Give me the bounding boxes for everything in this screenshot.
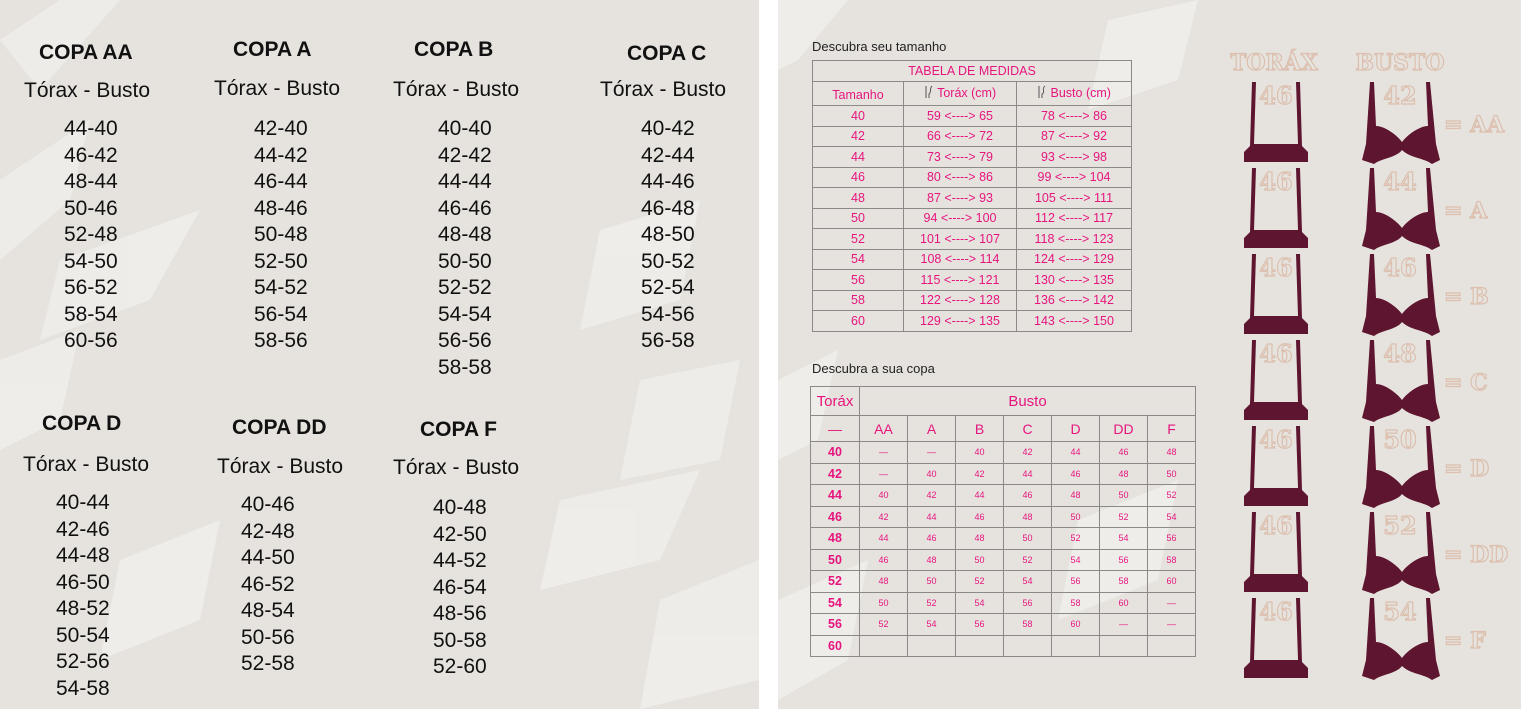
size-item: 40-42 xyxy=(641,117,695,140)
size-cell-torax: 122 <----> 128 xyxy=(904,290,1017,311)
size-item: 54-54 xyxy=(438,302,492,326)
cup-aa-subtitle: Tórax - Busto xyxy=(24,79,151,102)
busto-size-label: 52 xyxy=(1383,511,1417,540)
size-item: 48-50 xyxy=(641,223,695,246)
size-item: 40-40 xyxy=(438,117,492,140)
cup-result-label: = B xyxy=(1444,284,1489,310)
bust-icon xyxy=(1037,85,1047,102)
cup-f-title: COPA F xyxy=(420,418,497,441)
size-item: 50-52 xyxy=(641,249,695,273)
cup-result-label: = DD xyxy=(1444,542,1509,568)
size-item: 54-50 xyxy=(64,249,118,273)
busto-size-label: 42 xyxy=(1383,81,1417,110)
cup-d-sizes xyxy=(56,490,110,702)
size-cell-torax: 73 <----> 79 xyxy=(904,147,1017,168)
cup-cell: — xyxy=(860,463,908,485)
size-item: 44-52 xyxy=(433,549,487,572)
torax-row-label: 56 xyxy=(811,614,860,636)
cup-header-c: C xyxy=(1004,416,1052,442)
size-item: 42-46 xyxy=(56,517,110,541)
busto-size-label: 54 xyxy=(1383,597,1417,626)
cup-b-title: COPA B xyxy=(414,38,494,61)
cup-cell: 54 xyxy=(1148,506,1196,528)
torax-row-label: 44 xyxy=(811,485,860,507)
cup-aa-title: COPA AA xyxy=(39,41,133,64)
cup-cell: 46 xyxy=(1052,463,1100,485)
size-item: 46-52 xyxy=(241,572,295,596)
size-item: 50-56 xyxy=(241,625,295,649)
size-item: 50-50 xyxy=(438,249,492,273)
cup-b-sizes xyxy=(438,116,492,381)
cup-cell: 46 xyxy=(908,528,956,550)
size-cell-size: 52 xyxy=(813,229,904,250)
cup-cell: 42 xyxy=(1004,442,1052,464)
size-item: 56-56 xyxy=(438,329,492,352)
size-cell-busto: 143 <----> 150 xyxy=(1017,311,1132,332)
cup-cell: 58 xyxy=(1052,592,1100,614)
table-row xyxy=(811,592,1196,614)
size-item: 52-56 xyxy=(56,650,110,673)
size-item: 46-54 xyxy=(433,575,487,599)
size-cell-size: 60 xyxy=(813,311,904,332)
cup-cell: 50 xyxy=(956,549,1004,571)
cup-cell: 52 xyxy=(860,614,908,636)
cup-cell: 58 xyxy=(1100,571,1148,593)
busto-illustration-header: BUSTO xyxy=(1355,50,1445,76)
size-item: 50-46 xyxy=(64,196,118,220)
size-table-title: TABELA DE MEDIDAS xyxy=(813,61,1132,82)
cup-cell: 48 xyxy=(1052,485,1100,507)
cup-cell: — xyxy=(1100,614,1148,636)
size-item: 52-60 xyxy=(433,655,487,678)
cup-cell: 58 xyxy=(1148,549,1196,571)
size-item: 44-48 xyxy=(56,544,110,567)
cup-cell: — xyxy=(1148,592,1196,614)
cup-cell: 56 xyxy=(1100,549,1148,571)
cup-d-title: COPA D xyxy=(42,412,122,435)
cup-cell: 54 xyxy=(956,592,1004,614)
cup-cell: 46 xyxy=(1004,485,1052,507)
table-row xyxy=(811,571,1196,593)
size-item: 46-46 xyxy=(438,196,492,220)
cup-cell: 40 xyxy=(908,463,956,485)
cup-cell xyxy=(860,635,908,657)
cup-dd-title: COPA DD xyxy=(232,416,327,439)
cup-cell: 52 xyxy=(956,571,1004,593)
cup-aa-sizes xyxy=(64,116,118,355)
cup-cell: 60 xyxy=(1100,592,1148,614)
cup-cell: 56 xyxy=(956,614,1004,636)
torax-row-label: 46 xyxy=(811,506,860,528)
table-row xyxy=(813,208,1132,229)
size-item: 54-58 xyxy=(56,676,110,700)
size-item: 50-48 xyxy=(254,223,308,246)
busto-size-label: 44 xyxy=(1383,167,1417,196)
cup-finder-table xyxy=(810,386,1196,657)
cup-cell: 42 xyxy=(860,506,908,528)
bra-illustration xyxy=(1230,40,1521,700)
size-item: 52-54 xyxy=(641,276,695,299)
size-cell-busto: 99 <----> 104 xyxy=(1017,167,1132,188)
size-cell-busto: 118 <----> 123 xyxy=(1017,229,1132,250)
size-item: 54-56 xyxy=(641,302,695,326)
size-cell-busto: 93 <----> 98 xyxy=(1017,147,1132,168)
size-cell-torax: 94 <----> 100 xyxy=(904,208,1017,229)
size-item: 42-50 xyxy=(433,522,487,546)
background-ornament xyxy=(0,0,759,709)
cup-result-label: = D xyxy=(1444,456,1490,482)
table-row xyxy=(811,614,1196,636)
size-cell-torax: 115 <----> 121 xyxy=(904,270,1017,291)
torax-size-label: 46 xyxy=(1259,425,1293,454)
size-cell-busto: 130 <----> 135 xyxy=(1017,270,1132,291)
size-measurements-table xyxy=(812,60,1132,332)
cup-cell: 44 xyxy=(1052,442,1100,464)
dash-header: — xyxy=(811,416,860,442)
size-item: 48-46 xyxy=(254,196,308,220)
size-item: 44-42 xyxy=(254,143,308,167)
size-item: 48-52 xyxy=(56,597,110,620)
size-cell-busto: 87 <----> 92 xyxy=(1017,126,1132,147)
busto-size-label: 48 xyxy=(1383,339,1417,368)
size-item: 44-46 xyxy=(641,170,695,193)
size-cell-size: 40 xyxy=(813,106,904,127)
cup-cell: 54 xyxy=(1004,571,1052,593)
cup-cell: — xyxy=(860,442,908,464)
cup-header-a: A xyxy=(908,416,956,442)
size-item: 46-42 xyxy=(64,143,118,167)
size-cell-torax: 129 <----> 135 xyxy=(904,311,1017,332)
cup-d-subtitle: Tórax - Busto xyxy=(23,453,150,476)
torax-row-label: 50 xyxy=(811,549,860,571)
table-row xyxy=(811,485,1196,507)
cup-result-label: = A xyxy=(1444,198,1488,224)
table-row xyxy=(813,249,1132,270)
size-item: 58-56 xyxy=(254,329,308,352)
size-cell-size: 58 xyxy=(813,290,904,311)
torax-row-label: 60 xyxy=(811,635,860,657)
cup-cell: 52 xyxy=(1148,485,1196,507)
table-row xyxy=(813,270,1132,291)
size-item: 42-48 xyxy=(241,519,295,543)
cup-cell: 40 xyxy=(860,485,908,507)
torax-row-label: 48 xyxy=(811,528,860,550)
cup-cell xyxy=(908,635,956,657)
cup-cell: 52 xyxy=(1100,506,1148,528)
cup-cell: 54 xyxy=(908,614,956,636)
busto-column-header: Busto (cm) xyxy=(1017,81,1132,106)
size-cell-size: 56 xyxy=(813,270,904,291)
table-row xyxy=(813,229,1132,250)
cup-f-subtitle: Tórax - Busto xyxy=(393,456,520,479)
cup-cell: 46 xyxy=(860,549,908,571)
size-cell-torax: 59 <----> 65 xyxy=(904,106,1017,127)
size-cell-busto: 136 <----> 142 xyxy=(1017,290,1132,311)
size-item: 40-48 xyxy=(433,496,487,519)
cup-header-dd: DD xyxy=(1100,416,1148,442)
size-item: 48-48 xyxy=(438,223,492,246)
size-item: 50-54 xyxy=(56,623,110,647)
table-row xyxy=(811,506,1196,528)
cup-cell: 60 xyxy=(1052,614,1100,636)
cup-cell xyxy=(1004,635,1052,657)
size-item: 52-48 xyxy=(64,223,118,246)
cup-a-sizes xyxy=(254,116,308,355)
size-item: 48-44 xyxy=(64,170,118,193)
cup-cell: 52 xyxy=(1004,549,1052,571)
size-cell-busto: 105 <----> 111 xyxy=(1017,188,1132,209)
torax-illustration-header: TORÁX xyxy=(1230,50,1318,76)
cup-result-label: = C xyxy=(1444,370,1488,396)
size-item: 42-44 xyxy=(641,143,695,167)
cup-header-aa: AA xyxy=(860,416,908,442)
cup-cell: 48 xyxy=(1100,463,1148,485)
size-cell-torax: 108 <----> 114 xyxy=(904,249,1017,270)
cup-cell: 46 xyxy=(1100,442,1148,464)
size-item: 52-50 xyxy=(254,249,308,273)
size-cell-size: 50 xyxy=(813,208,904,229)
size-item: 40-44 xyxy=(56,491,110,514)
table-row xyxy=(813,147,1132,168)
size-item: 46-44 xyxy=(254,170,308,193)
cup-header-d: D xyxy=(1052,416,1100,442)
cup-cell: 56 xyxy=(1004,592,1052,614)
cup-table-heading: Descubra a sua copa xyxy=(812,361,935,376)
cup-cell: 52 xyxy=(908,592,956,614)
table-row xyxy=(813,188,1132,209)
torax-size-label: 46 xyxy=(1259,81,1293,110)
size-cell-busto: 78 <----> 86 xyxy=(1017,106,1132,127)
torax-column-header: Toráx (cm) xyxy=(904,81,1017,106)
cup-cell: 50 xyxy=(1100,485,1148,507)
cup-cell: 40 xyxy=(956,442,1004,464)
size-table-heading: Descubra seu tamanho xyxy=(812,39,947,54)
cup-cell: 44 xyxy=(908,506,956,528)
size-item: 40-46 xyxy=(241,493,295,516)
table-row xyxy=(811,549,1196,571)
cup-cell: 48 xyxy=(956,528,1004,550)
size-item: 48-54 xyxy=(241,599,295,622)
cup-cell: 48 xyxy=(1148,442,1196,464)
cup-cell: — xyxy=(908,442,956,464)
table-row xyxy=(811,635,1196,657)
cup-cell: 42 xyxy=(908,485,956,507)
torax-size-label: 46 xyxy=(1259,167,1293,196)
cup-cell: — xyxy=(1148,614,1196,636)
size-cell-torax: 101 <----> 107 xyxy=(904,229,1017,250)
table-row xyxy=(813,311,1132,332)
cup-b-subtitle: Tórax - Busto xyxy=(393,78,520,101)
size-item: 56-54 xyxy=(254,302,308,326)
cup-header-b: B xyxy=(956,416,1004,442)
size-item: 46-50 xyxy=(56,570,110,594)
size-cell-torax: 87 <----> 93 xyxy=(904,188,1017,209)
size-cell-torax: 80 <----> 86 xyxy=(904,167,1017,188)
cup-cell: 44 xyxy=(860,528,908,550)
cup-cell: 44 xyxy=(1004,463,1052,485)
size-item: 48-56 xyxy=(433,602,487,625)
torax-row-label: 40 xyxy=(811,442,860,464)
cup-cell xyxy=(1148,635,1196,657)
size-cell-size: 46 xyxy=(813,167,904,188)
cup-cell xyxy=(1100,635,1148,657)
cup-cell: 44 xyxy=(956,485,1004,507)
busto-header: Busto xyxy=(860,387,1196,416)
size-item: 42-40 xyxy=(254,117,308,140)
cup-c-title: COPA C xyxy=(627,42,707,65)
cup-cell: 48 xyxy=(860,571,908,593)
size-cell-size: 54 xyxy=(813,249,904,270)
cup-cell: 60 xyxy=(1148,571,1196,593)
cup-cell: 48 xyxy=(1004,506,1052,528)
cup-cell: 56 xyxy=(1052,571,1100,593)
size-item: 54-52 xyxy=(254,276,308,299)
table-row xyxy=(813,290,1132,311)
cup-cell: 54 xyxy=(1100,528,1148,550)
cup-cell: 46 xyxy=(956,506,1004,528)
torax-row-label: 42 xyxy=(811,463,860,485)
torax-header: Toráx xyxy=(811,387,860,416)
busto-size-label: 46 xyxy=(1383,253,1417,282)
size-column-header: Tamanho xyxy=(813,81,904,106)
cup-cell: 50 xyxy=(860,592,908,614)
size-cell-torax: 66 <----> 72 xyxy=(904,126,1017,147)
cup-dd-subtitle: Tórax - Busto xyxy=(217,455,344,478)
size-item: 44-44 xyxy=(438,170,492,193)
cup-a-subtitle: Tórax - Busto xyxy=(214,77,341,100)
table-row xyxy=(811,463,1196,485)
size-item: 50-58 xyxy=(433,628,487,652)
size-cell-size: 42 xyxy=(813,126,904,147)
size-cell-busto: 112 <----> 117 xyxy=(1017,208,1132,229)
size-cell-size: 48 xyxy=(813,188,904,209)
size-item: 42-42 xyxy=(438,143,492,167)
size-item: 60-56 xyxy=(64,329,118,352)
size-list-panel xyxy=(0,0,759,709)
cup-cell: 42 xyxy=(956,463,1004,485)
torax-row-label: 54 xyxy=(811,592,860,614)
size-cell-busto: 124 <----> 129 xyxy=(1017,249,1132,270)
cup-c-sizes xyxy=(641,116,695,355)
size-cell-size: 44 xyxy=(813,147,904,168)
table-row xyxy=(811,442,1196,464)
cup-cell: 48 xyxy=(908,549,956,571)
cup-f-sizes xyxy=(433,495,487,681)
size-item: 58-54 xyxy=(64,302,118,326)
cup-header-f: F xyxy=(1148,416,1196,442)
size-item: 52-52 xyxy=(438,276,492,299)
size-item: 56-52 xyxy=(64,276,118,299)
cup-cell: 58 xyxy=(1004,614,1052,636)
cup-cell: 54 xyxy=(1052,549,1100,571)
busto-size-label: 50 xyxy=(1383,425,1417,454)
cup-cell xyxy=(1052,635,1100,657)
cup-cell: 50 xyxy=(1052,506,1100,528)
table-row xyxy=(813,106,1132,127)
torax-size-label: 46 xyxy=(1259,597,1293,626)
cup-cell: 50 xyxy=(908,571,956,593)
size-item: 44-50 xyxy=(241,546,295,569)
torso-icon xyxy=(924,85,934,102)
table-row xyxy=(811,528,1196,550)
cup-result-label: = AA xyxy=(1444,112,1505,138)
size-item: 44-40 xyxy=(64,117,118,140)
torax-size-label: 46 xyxy=(1259,511,1293,540)
size-item: 56-58 xyxy=(641,329,695,352)
table-row xyxy=(813,126,1132,147)
cup-cell: 50 xyxy=(1148,463,1196,485)
cup-cell: 56 xyxy=(1148,528,1196,550)
cup-cell: 50 xyxy=(1004,528,1052,550)
cup-result-label: = F xyxy=(1444,628,1486,654)
size-item: 58-58 xyxy=(438,355,492,379)
torax-size-label: 46 xyxy=(1259,253,1293,282)
torax-size-label: 46 xyxy=(1259,339,1293,368)
table-row xyxy=(813,167,1132,188)
torax-row-label: 52 xyxy=(811,571,860,593)
cup-a-title: COPA A xyxy=(233,38,312,61)
cup-cell: 52 xyxy=(1052,528,1100,550)
cup-c-subtitle: Tórax - Busto xyxy=(600,78,727,101)
cup-dd-sizes xyxy=(241,492,295,678)
size-item: 46-48 xyxy=(641,196,695,220)
size-item: 52-58 xyxy=(241,652,295,675)
cup-cell xyxy=(956,635,1004,657)
